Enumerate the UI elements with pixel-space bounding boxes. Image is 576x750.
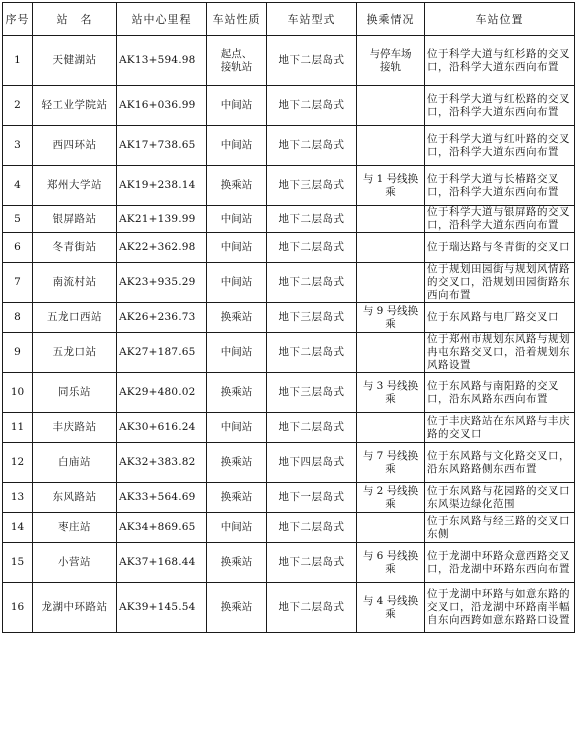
cell-station-nature: 起点、 接轨站 [207,36,267,86]
cell-station-nature: 换乘站 [207,543,267,583]
cell-station-nature: 中间站 [207,126,267,166]
header-station-nature: 车站性质 [207,3,267,36]
table-row [3,206,575,233]
cell-center-mileage: AK39+145.54 [117,583,207,633]
cell-station-name: 轻工业学院站 [33,86,117,126]
cell-no: 3 [3,126,33,166]
cell-transfer: 与 4 号线换乘 [357,583,425,633]
cell-station-form: 地下二层岛式 [267,413,357,443]
cell-transfer [357,333,425,373]
cell-transfer: 与 3 号线换乘 [357,373,425,413]
cell-station-name: 郑州大学站 [33,166,117,206]
table-row [3,233,575,263]
cell-station-form: 地下二层岛式 [267,513,357,543]
cell-location: 位于科学大道与长椿路交叉口，沿科学大道东西向布置 [425,166,575,206]
cell-station-name: 龙湖中环路站 [33,583,117,633]
cell-station-form: 地下二层岛式 [267,583,357,633]
cell-station-form: 地下二层岛式 [267,333,357,373]
cell-station-name: 枣庄站 [33,513,117,543]
cell-center-mileage: AK19+238.14 [117,166,207,206]
cell-center-mileage: AK16+036.99 [117,86,207,126]
cell-center-mileage: AK17+738.65 [117,126,207,166]
cell-location: 位于龙湖中环路与如意东路的交叉口，沿龙湖中环路南半幅自东向西跨如意东路路口设置 [425,583,575,633]
station-table [2,2,575,633]
cell-no: 11 [3,413,33,443]
cell-station-nature: 中间站 [207,413,267,443]
cell-station-nature: 中间站 [207,263,267,303]
cell-station-name: 同乐站 [33,373,117,413]
table-row [3,373,575,413]
table-row [3,303,575,333]
cell-location: 位于瑞达路与冬青街的交叉口 [425,233,575,263]
cell-center-mileage: AK21+139.99 [117,206,207,233]
table-row [3,263,575,303]
header-transfer: 换乘情况 [357,3,425,36]
cell-transfer: 与 2 号线换乘 [357,483,425,513]
cell-location: 位于东风路与花园路的交叉口东风渠边绿化范围 [425,483,575,513]
table-row [3,483,575,513]
cell-location: 位于科学大道与红杉路的交叉口，沿科学大道东西向布置 [425,36,575,86]
cell-location: 位于东风路与文化路交叉口，沿东风路路侧东西布置 [425,443,575,483]
cell-station-form: 地下二层岛式 [267,126,357,166]
cell-transfer: 与 9 号线换乘 [357,303,425,333]
cell-no: 7 [3,263,33,303]
cell-station-name: 白庙站 [33,443,117,483]
cell-station-nature: 中间站 [207,206,267,233]
cell-no: 2 [3,86,33,126]
table-row [3,333,575,373]
table-row [3,413,575,443]
cell-center-mileage: AK29+480.02 [117,373,207,413]
cell-station-form: 地下二层岛式 [267,263,357,303]
cell-station-nature: 中间站 [207,513,267,543]
table-row [3,86,575,126]
cell-location: 位于东风路与南阳路的交叉口，沿东风路东西向布置 [425,373,575,413]
cell-station-name: 东风路站 [33,483,117,513]
cell-station-name: 五龙口西站 [33,303,117,333]
cell-no: 15 [3,543,33,583]
header-center-mileage: 站中心里程 [117,3,207,36]
cell-station-form: 地下二层岛式 [267,206,357,233]
cell-transfer: 与 1 号线换乘 [357,166,425,206]
cell-station-nature: 换乘站 [207,583,267,633]
cell-station-nature: 中间站 [207,333,267,373]
cell-location: 位于东风路与经三路的交叉口东侧 [425,513,575,543]
cell-no: 4 [3,166,33,206]
cell-station-form: 地下三层岛式 [267,373,357,413]
cell-station-nature: 换乘站 [207,483,267,513]
cell-station-form: 地下二层岛式 [267,233,357,263]
cell-transfer: 与停车场 接轨 [357,36,425,86]
cell-transfer [357,206,425,233]
cell-station-form: 地下二层岛式 [267,86,357,126]
cell-location: 位于科学大道与银屏路的交叉口，沿科学大道东西向布置 [425,206,575,233]
cell-location: 位于东风路与电厂路交叉口 [425,303,575,333]
cell-station-nature: 换乘站 [207,303,267,333]
cell-station-name: 五龙口站 [33,333,117,373]
cell-location: 位于规划田园街与规划风情路的交叉口，沿规划田园街路东西向布置 [425,263,575,303]
cell-station-form: 地下二层岛式 [267,543,357,583]
cell-center-mileage: AK34+869.65 [117,513,207,543]
header-no: 序号 [3,3,33,36]
cell-no: 13 [3,483,33,513]
cell-no: 6 [3,233,33,263]
cell-no: 10 [3,373,33,413]
header-row [3,3,575,36]
cell-station-nature: 换乘站 [207,166,267,206]
cell-center-mileage: AK37+168.44 [117,543,207,583]
cell-station-name: 银屏路站 [33,206,117,233]
cell-location: 位于丰庆路站在东风路与丰庆路的交叉口 [425,413,575,443]
table-row [3,443,575,483]
table-header [3,3,575,36]
cell-center-mileage: AK13+594.98 [117,36,207,86]
table-row [3,583,575,633]
cell-no: 12 [3,443,33,483]
cell-transfer [357,413,425,443]
header-station-name: 站 名 [33,3,117,36]
header-station-form: 车站型式 [267,3,357,36]
table-body [3,36,575,633]
table-row [3,166,575,206]
cell-transfer: 与 6 号线换乘 [357,543,425,583]
cell-station-form: 地下二层岛式 [267,36,357,86]
cell-no: 1 [3,36,33,86]
cell-transfer [357,126,425,166]
cell-location: 位于科学大道与红松路的交叉口，沿科学大道东西向布置 [425,86,575,126]
cell-station-name: 南流村站 [33,263,117,303]
cell-station-form: 地下四层岛式 [267,443,357,483]
table-row [3,126,575,166]
cell-center-mileage: AK30+616.24 [117,413,207,443]
cell-location: 位于科学大道与红叶路的交叉口，沿科学大道东西向布置 [425,126,575,166]
cell-station-name: 天健湖站 [33,36,117,86]
cell-transfer [357,513,425,543]
cell-no: 8 [3,303,33,333]
cell-station-form: 地下三层岛式 [267,303,357,333]
cell-station-nature: 换乘站 [207,373,267,413]
cell-center-mileage: AK27+187.65 [117,333,207,373]
cell-transfer [357,233,425,263]
cell-station-form: 地下一层岛式 [267,483,357,513]
cell-station-form: 地下三层岛式 [267,166,357,206]
cell-center-mileage: AK23+935.29 [117,263,207,303]
cell-station-name: 冬青街站 [33,233,117,263]
cell-station-name: 丰庆路站 [33,413,117,443]
cell-transfer [357,86,425,126]
cell-no: 14 [3,513,33,543]
cell-no: 16 [3,583,33,633]
cell-station-nature: 中间站 [207,233,267,263]
cell-location: 位于郑州市规划东风路与规划冉屯东路交叉口，沿着规划东风路设置 [425,333,575,373]
cell-transfer: 与 7 号线换乘 [357,443,425,483]
cell-center-mileage: AK26+236.73 [117,303,207,333]
cell-station-nature: 换乘站 [207,443,267,483]
cell-station-name: 小营站 [33,543,117,583]
table-row [3,543,575,583]
header-location: 车站位置 [425,3,575,36]
cell-location: 位于龙湖中环路众意西路交叉口，沿龙湖中环路东西向布置 [425,543,575,583]
cell-center-mileage: AK22+362.98 [117,233,207,263]
table-row [3,513,575,543]
cell-no: 5 [3,206,33,233]
cell-transfer [357,263,425,303]
table-row [3,36,575,86]
cell-station-nature: 中间站 [207,86,267,126]
cell-no: 9 [3,333,33,373]
cell-station-name: 西四环站 [33,126,117,166]
cell-center-mileage: AK32+383.82 [117,443,207,483]
cell-center-mileage: AK33+564.69 [117,483,207,513]
